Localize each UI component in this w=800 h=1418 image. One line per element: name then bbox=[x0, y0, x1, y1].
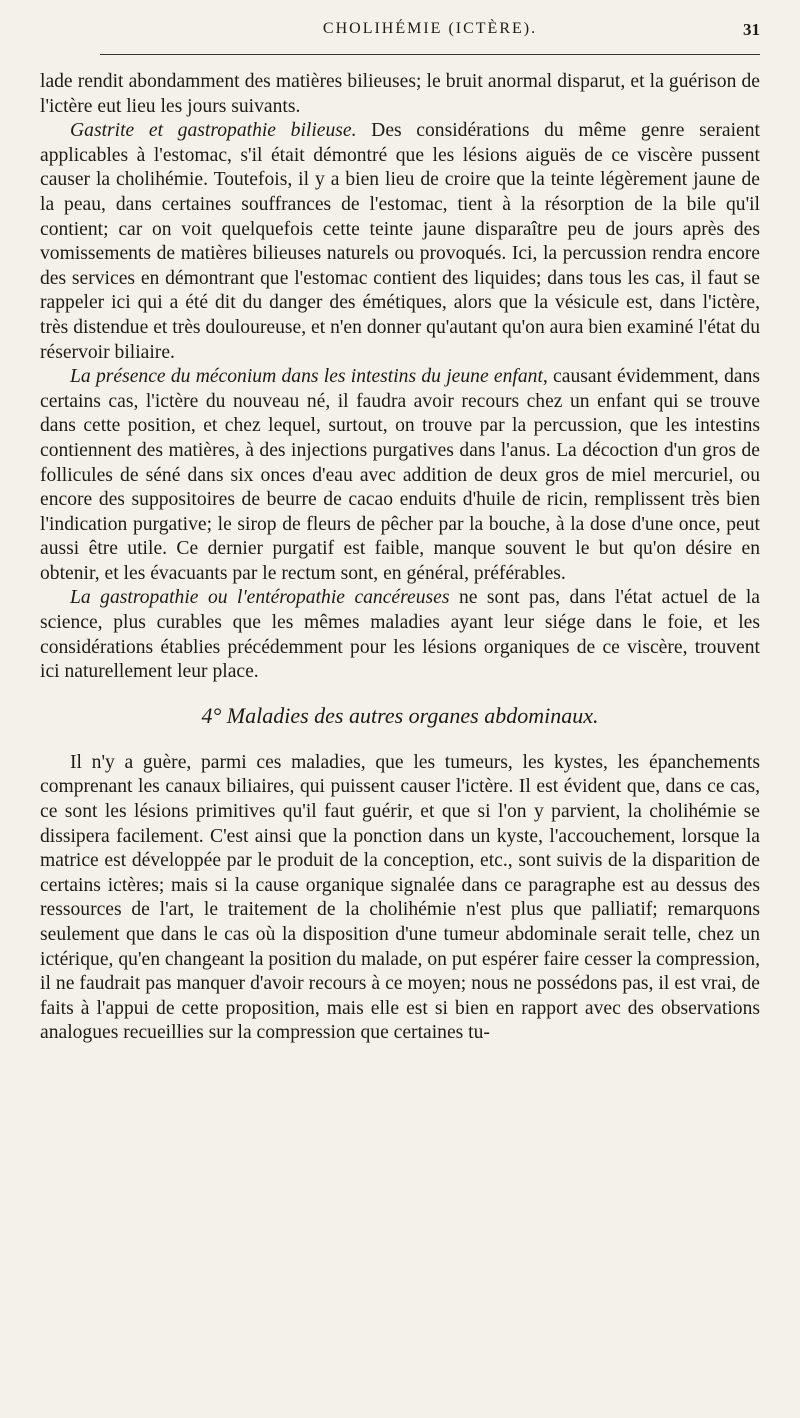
paragraph-text: ne sont pas, dans l'état actuel de la science, plus curables que les mêmes maladies ayant leur siége dans le foie, et les considérations établies précédemment pour les lésions organiques de ce viscère, trouvent ici naturellement leur place. bbox=[40, 587, 760, 683]
paragraph-text: lade rendit abondamment des matières bilieuses; le bruit anormal disparut, et la guérison de l'ictère eut lieu les jours suivants. bbox=[40, 71, 760, 117]
page-header bbox=[100, 14, 760, 55]
paragraph-text: Il n'y a guère, parmi ces maladies, que les tumeurs, les kystes, les épanchements comprenant les canaux biliaires, qui puissent causer l'ictère. Il est évident que, dans ce cas, ce sont les lésions primitives qu'il faut guérir, et que si l'on y parvient, la cholihémie se dissipera facilement. C'est ainsi que la ponction dans un kyste, l'accouchement, lorsque la matrice est développée par le produit de la conception, etc., sont suivis de la disparition de certains ictères; mais si la cause organique signalée dans ce paragraphe est au dessus des ressources de l'art, le traitement de la cholihémie n'est plus que palliatif; remarquons seulement que dans le cas où la disposition d'une tumeur abdominale serait telle, chez un ictérique, qu'en changeant la position du malade, on put espérer faire cesser la compression, il ne faudrait pas manquer d'avoir recours à ce moyen; nous ne possédons pas, il est vrai, de faits à l'appui de cette proposition, mais elle est si bien en rapport avec des observations analogues recueillies sur la compression que certaines tu- bbox=[40, 751, 760, 1044]
paragraph-title: La présence du méconium dans les intestins du jeune enfant bbox=[70, 366, 543, 388]
paragraph-title: La gastropathie ou l'entéropathie cancéreuses bbox=[70, 587, 450, 609]
paragraph-title: Gastrite et gastropathie bilieuse. bbox=[70, 120, 357, 142]
paragraph-continuation bbox=[40, 70, 760, 119]
page-number: 31 bbox=[743, 20, 760, 39]
running-title: CHOLIHÉMIE (ICTÈRE). bbox=[322, 20, 538, 37]
paragraph-text: Des considérations du même genre seraient applicables à l'estomac, s'il était démontré que les lésions aiguës de ce viscère pussent causer la cholihémie. Toutefois, il y a bien lieu de croire que la teinte légèrement jaune de la peau, dans certaines souffrances de l'estomac, tient à la résorption de la bile qu'il contient; car on voit quelquefois cette teinte jaune disparaître peu de jours après des vomissements de matières bilieuses naturels ou provoqués. Ici, la percussion rendra encore des services en démontrant que l'estomac contient des liquides; dans tous les cas, il faut se rappeler ici qui a été dit du danger des émétiques, alors que la vésicule est, dans l'ictère, très distendue et très douloureuse, et n'en donner qu'autant qu'on aura bien examiné l'état du réservoir biliaire. bbox=[40, 120, 760, 363]
paragraph-meconium bbox=[40, 365, 760, 586]
paragraph-other-organs bbox=[40, 751, 760, 1046]
body-text bbox=[40, 70, 760, 1046]
paragraph-text: , causant évidemment, dans certains cas, l'ictère du nouveau né, il faudra avoir recours chez un enfant qui se trouve dans cette position, et chez lequel, surtout, on trouve par la percussion, que les intestins contiennent des matières, à des injections purgatives dans l'anus. La décoction d'un gros de follicules de séné dans six onces d'eau avec addition de deux gros de miel mercuriel, ou encore des suppositoires de beurre de cacao enduits d'huile de ricin, remplissent très bien l'indication purgative; le sirop de fleurs de pêcher par la bouche, à la dose d'une once, peut aussi être utile. Ce dernier purgatif est faible, manque souvent le but qu'on désire en obtenir, et les évacuants par le rectum sont, en général, préférables. bbox=[40, 366, 760, 584]
paragraph-gastrite bbox=[40, 119, 760, 365]
paragraph-cancer bbox=[40, 586, 760, 684]
section-heading: 4° Maladies des autres organes abdominaux. bbox=[201, 702, 599, 728]
